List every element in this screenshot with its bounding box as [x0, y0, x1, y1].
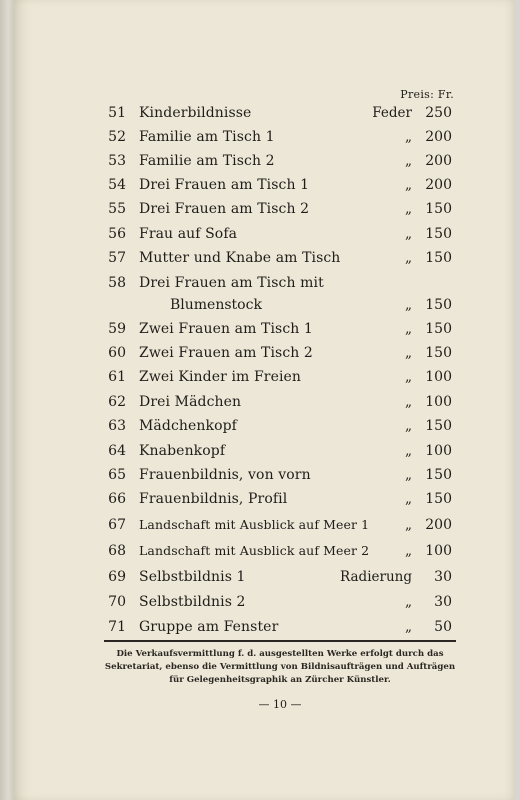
entry-number: 70	[108, 594, 126, 610]
list-item	[0, 440, 520, 462]
entry-number: 67	[108, 517, 126, 533]
entry-technique: „	[405, 129, 412, 145]
entry-number: 61	[108, 369, 126, 385]
entry-technique: „	[405, 443, 412, 459]
list-item	[0, 318, 520, 340]
entry-price: 30	[434, 569, 452, 585]
list-item	[0, 591, 520, 613]
entry-title: Frau auf Sofa	[139, 226, 238, 242]
list-item	[0, 174, 520, 196]
entry-technique: „	[405, 297, 412, 313]
entry-title: Landschaft mit Ausblick auf Meer 1	[139, 517, 370, 532]
entry-technique: „	[405, 369, 412, 385]
entry-number: 69	[108, 569, 126, 585]
list-item	[0, 464, 520, 486]
entry-price: 150	[425, 201, 452, 217]
entry-title: Drei Frauen am Tisch 1	[139, 177, 310, 193]
list-item	[0, 616, 520, 638]
entry-technique: „	[405, 177, 412, 193]
entry-number: 59	[108, 321, 126, 337]
entry-technique: „	[405, 418, 412, 434]
entry-price: 150	[425, 297, 452, 313]
entry-technique: „	[405, 201, 412, 217]
entry-price: 100	[425, 443, 452, 459]
entry-number: 63	[108, 418, 126, 434]
entry-technique: „	[405, 594, 412, 610]
entry-title: Selbstbildnis 2	[139, 594, 246, 610]
entry-number: 66	[108, 491, 126, 507]
list-item	[0, 540, 520, 562]
entry-number: 54	[108, 177, 126, 193]
entry-title: Kinderbildnisse	[139, 105, 252, 121]
list-item	[0, 198, 520, 220]
entry-number: 52	[108, 129, 126, 145]
price-column-header: Preis: Fr.	[400, 88, 454, 101]
entry-price: 150	[425, 345, 452, 361]
entry-number: 62	[108, 394, 126, 410]
entry-number: 71	[108, 619, 126, 635]
entry-price: 150	[425, 250, 452, 266]
entry-title: Drei Mädchen	[139, 394, 242, 410]
entry-title: Familie am Tisch 2	[139, 153, 275, 169]
list-item	[0, 391, 520, 413]
list-item	[0, 126, 520, 148]
entry-title: Zwei Frauen am Tisch 1	[139, 321, 313, 337]
entry-title-continued: Blumenstock	[170, 297, 262, 313]
list-item	[0, 223, 520, 245]
list-item	[0, 488, 520, 510]
entry-price: 150	[425, 491, 452, 507]
entry-price: 200	[425, 129, 452, 145]
list-item	[0, 366, 520, 388]
entry-number: 58	[108, 275, 126, 291]
entry-title: Zwei Kinder im Freien	[139, 369, 302, 385]
entry-technique: „	[405, 491, 412, 507]
entry-technique: „	[405, 250, 412, 266]
entry-technique: „	[405, 226, 412, 242]
entry-technique: Feder	[372, 105, 412, 121]
entry-technique: Radierung	[340, 569, 412, 585]
entry-price: 100	[425, 543, 452, 559]
list-item	[0, 566, 520, 588]
entry-price: 150	[425, 321, 452, 337]
footnote: Die Verkaufsvermittlung f. d. ausgestellten Werke erfolgt durch das Sekretariat, ebenso die Vermittlung von Bildnisaufträgen und Aufträgen für Gelegenheitsgraphik an Zürcher Künstler.	[104, 649, 456, 685]
entry-price: 150	[425, 467, 452, 483]
entry-title: Frauenbildnis, von vorn	[139, 467, 311, 483]
entry-title: Mädchenkopf	[139, 418, 237, 434]
entry-price: 150	[425, 226, 452, 242]
entry-price: 50	[434, 619, 452, 635]
entry-number: 60	[108, 345, 126, 361]
entry-title: Landschaft mit Ausblick auf Meer 2	[139, 543, 370, 558]
page-number: — 10 —	[258, 698, 302, 711]
entry-number: 55	[108, 201, 126, 217]
divider-rule	[104, 640, 456, 642]
entry-price: 200	[425, 177, 452, 193]
entry-title: Drei Frauen am Tisch mit	[139, 275, 324, 291]
entry-price: 100	[425, 369, 452, 385]
entry-technique: „	[405, 394, 412, 410]
entry-number: 57	[108, 250, 126, 266]
entry-technique: „	[405, 543, 412, 559]
entry-number: 51	[108, 105, 126, 121]
entry-title: Selbstbildnis 1	[139, 569, 246, 585]
entry-number: 56	[108, 226, 126, 242]
entry-number: 53	[108, 153, 126, 169]
list-item	[0, 514, 520, 536]
list-item	[0, 415, 520, 437]
entry-title: Frauenbildnis, Profil	[139, 491, 288, 507]
entry-title: Gruppe am Fenster	[139, 619, 279, 635]
entry-title: Knabenkopf	[139, 443, 226, 459]
entry-technique: „	[405, 345, 412, 361]
entry-technique: „	[405, 467, 412, 483]
list-item	[0, 247, 520, 269]
entry-price: 250	[425, 105, 452, 121]
entry-title: Familie am Tisch 1	[139, 129, 275, 145]
entry-number: 68	[108, 543, 126, 559]
entry-technique: „	[405, 517, 412, 533]
entry-price: 200	[425, 153, 452, 169]
entry-technique: „	[405, 619, 412, 635]
entry-price: 200	[425, 517, 452, 533]
list-item	[0, 102, 520, 124]
entry-price: 150	[425, 418, 452, 434]
entry-number: 64	[108, 443, 126, 459]
entry-price: 100	[425, 394, 452, 410]
entry-number: 65	[108, 467, 126, 483]
entry-price: 30	[434, 594, 452, 610]
entry-technique: „	[405, 321, 412, 337]
entry-technique: „	[405, 153, 412, 169]
entry-title: Drei Frauen am Tisch 2	[139, 201, 310, 217]
entry-title: Zwei Frauen am Tisch 2	[139, 345, 313, 361]
list-item	[0, 150, 520, 172]
list-item	[0, 272, 520, 313]
list-item	[0, 342, 520, 364]
entry-title: Mutter und Knabe am Tisch	[139, 250, 341, 266]
